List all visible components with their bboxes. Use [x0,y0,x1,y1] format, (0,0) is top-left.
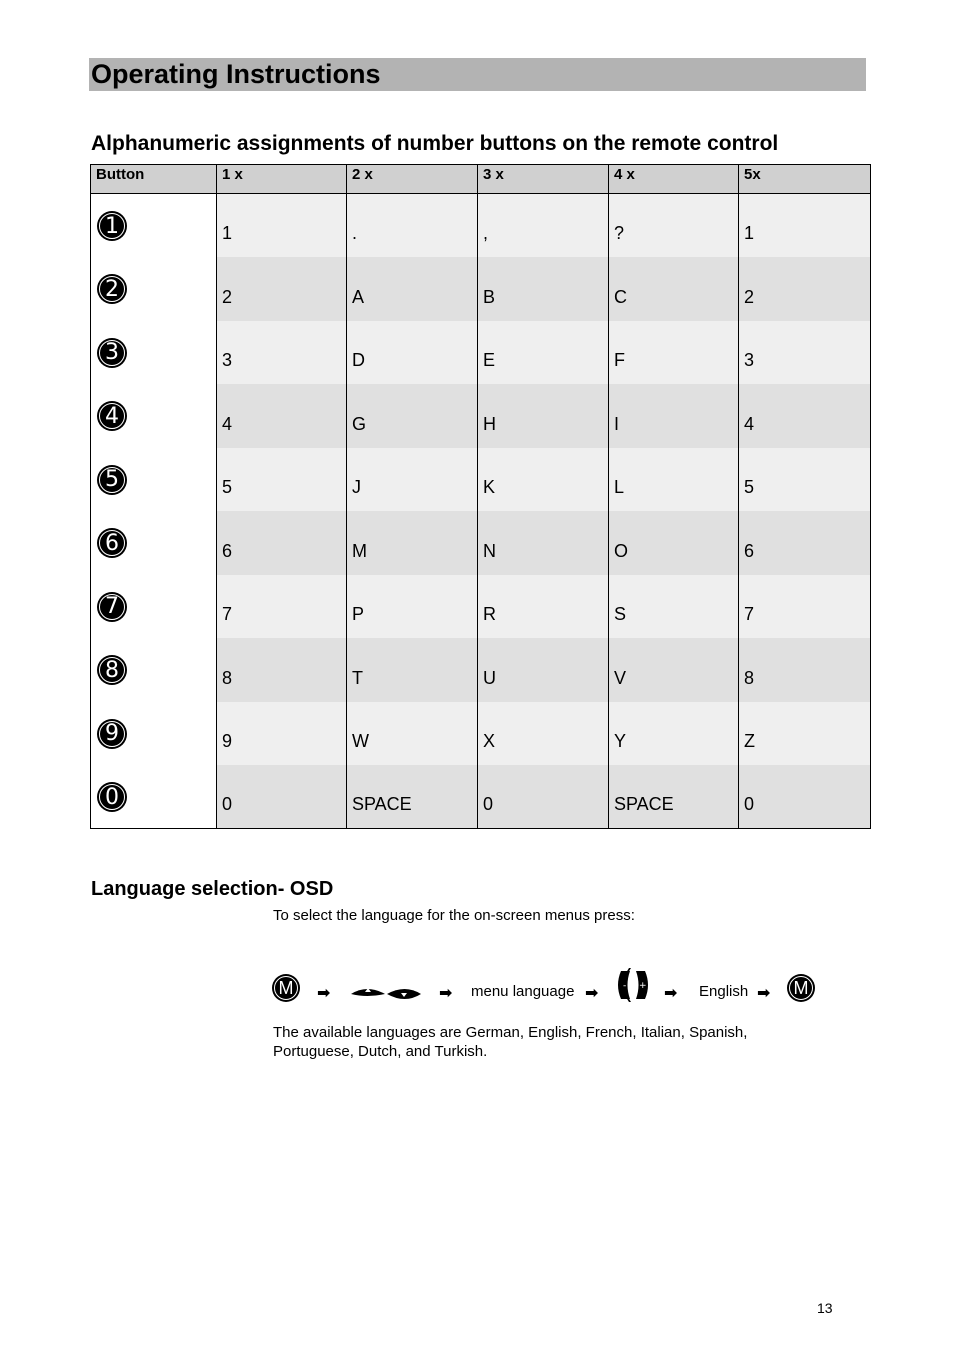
table-cell: 0 [739,765,871,829]
column-header: 3 x [478,165,609,194]
table-cell: 5 [739,448,871,512]
table-row [91,448,871,512]
table-cell: E [478,321,609,385]
table-cell: X [478,702,609,766]
menu-language-label: menu language [471,983,575,1000]
table-cell: . [347,194,478,258]
table-cell: J [347,448,478,512]
table-row [91,321,871,385]
button-cell [91,257,217,321]
arrow-right-icon: ➡ [317,985,331,1002]
table-cell: 1 [739,194,871,258]
arrow-right-icon: ➡ [585,985,599,1002]
table-row [91,575,871,639]
table-cell: B [478,257,609,321]
table-cell: A [347,257,478,321]
number-button-icon: 1 [97,211,127,241]
table-cell: , [478,194,609,258]
button-cell [91,511,217,575]
table-cell: W [347,702,478,766]
button-cell [91,194,217,258]
column-header: 1 x [217,165,347,194]
arrow-right-icon: ➡ [757,985,771,1002]
table-cell: 6 [739,511,871,575]
button-cell [91,702,217,766]
table-cell: 3 [739,321,871,385]
table-cell: Y [609,702,739,766]
table-cell: R [478,575,609,639]
left-right-keys-icon [617,966,649,1004]
table-cell: 3 [217,321,347,385]
page-title: Operating Instructions [91,59,381,89]
number-button-icon: 6 [97,528,127,558]
number-button-icon: 5 [97,465,127,495]
button-cell [91,638,217,702]
table-cell: K [478,448,609,512]
table-cell: 0 [478,765,609,829]
table-cell: 2 [739,257,871,321]
menu-button-icon: M [787,974,815,1002]
available-languages-text: The available languages are German, English, French, Italian, Spanish, Portuguese, Dutch, and Turkish. [273,1024,748,1060]
table-row [91,194,871,258]
column-header: 5x [739,165,871,194]
section-title-alphanumeric: Alphanumeric assignments of number buttons on the remote control [91,132,779,155]
table-cell: S [609,575,739,639]
column-header: 2 x [347,165,478,194]
table-cell: 2 [217,257,347,321]
page-header [89,58,866,91]
table-cell: N [478,511,609,575]
button-cell [91,321,217,385]
number-button-icon: 0 [97,782,127,812]
table-cell: SPACE [347,765,478,829]
arrow-right-icon: ➡ [664,985,678,1002]
number-button-icon: 4 [97,401,127,431]
table-cell: C [609,257,739,321]
english-label: English [699,983,749,1000]
table-cell: F [609,321,739,385]
assignment-table [90,164,871,829]
table-cell: H [478,384,609,448]
table-cell: I [609,384,739,448]
number-button-icon: 8 [97,655,127,685]
language-intro-text: To select the language for the on-screen menus press: [273,907,635,924]
arrow-right-icon: ➡ [439,985,453,1002]
table-cell: D [347,321,478,385]
page-number: 13 [817,1300,833,1316]
table-cell: M [347,511,478,575]
table-cell: 6 [217,511,347,575]
menu-button-icon: M [272,974,300,1002]
table-row [91,384,871,448]
number-button-icon: 9 [97,719,127,749]
table-cell: 8 [739,638,871,702]
table-cell: 4 [739,384,871,448]
language-selection-flow [271,966,831,1010]
table-row [91,765,871,829]
number-button-icon: 7 [97,592,127,622]
column-header: 4 x [609,165,739,194]
button-cell [91,575,217,639]
table-cell: 4 [217,384,347,448]
table-cell: 7 [739,575,871,639]
table-cell: G [347,384,478,448]
table-cell: O [609,511,739,575]
table-row [91,257,871,321]
table-row [91,638,871,702]
table-cell: L [609,448,739,512]
section-title-language: Language selection- OSD [91,878,334,900]
table-cell: 8 [217,638,347,702]
table-cell: Z [739,702,871,766]
table-cell: 0 [217,765,347,829]
table-cell: 5 [217,448,347,512]
table-row [91,702,871,766]
table-cell: 1 [217,194,347,258]
table-cell: SPACE [609,765,739,829]
svg-text:-: - [623,981,627,991]
table-cell: 7 [217,575,347,639]
button-cell [91,384,217,448]
button-cell [91,765,217,829]
column-header: Button [91,165,217,194]
table-cell: P [347,575,478,639]
table-cell: U [478,638,609,702]
table-cell: ? [609,194,739,258]
table-row [91,511,871,575]
number-button-icon: 3 [97,338,127,368]
table-cell: T [347,638,478,702]
up-down-keys-icon [349,982,423,1002]
table-cell: 9 [217,702,347,766]
table-cell: V [609,638,739,702]
number-button-icon: 2 [97,274,127,304]
button-cell [91,448,217,512]
table-header-row [91,165,871,194]
svg-text:+: + [639,981,647,991]
